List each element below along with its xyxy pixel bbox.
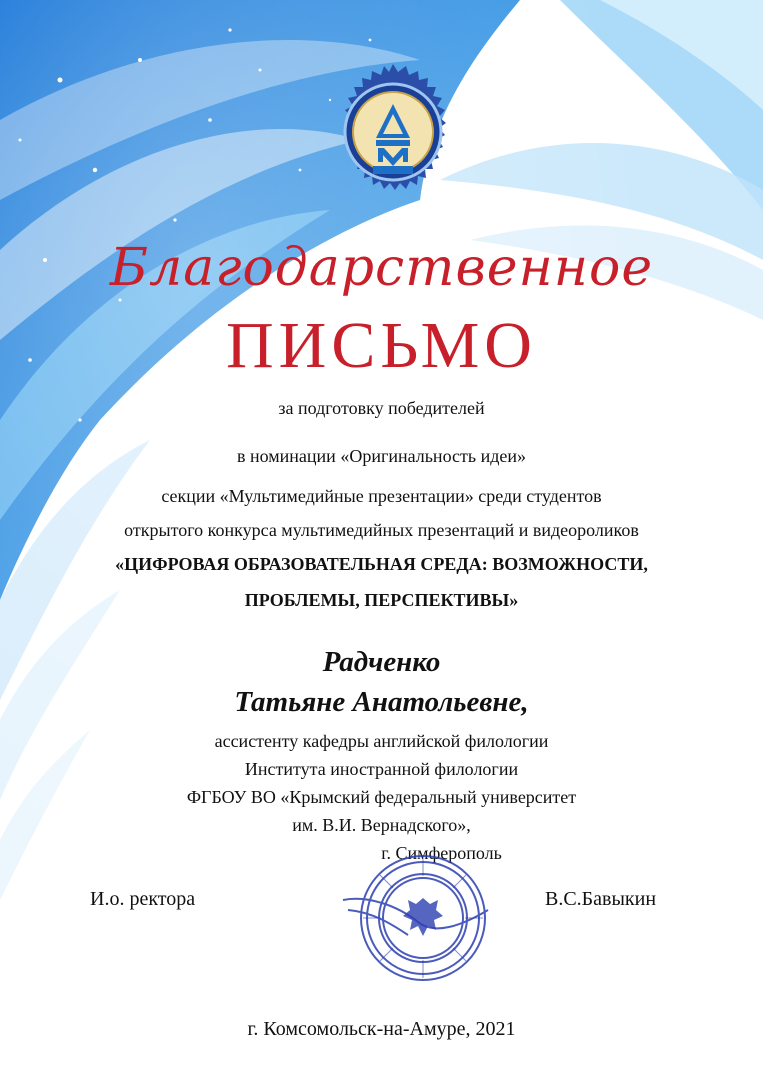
body-line-4: открытого конкурса мультимедийных презентаций и видеороликов: [124, 520, 639, 540]
title-line-1: Благодарственное: [109, 238, 654, 298]
signature-name: В.С.Бавыкин: [545, 888, 657, 910]
body-line-2: в номинации «Оригинальность идеи»: [236, 446, 526, 466]
title-line-2: ПИСЬМО: [226, 309, 537, 382]
body-line-1: за подготовку победителей: [278, 398, 485, 418]
recipient-given-names: Татьяне Анатольевне,: [234, 686, 529, 718]
footer-place-year: г. Комсомольск-на-Амуре, 2021: [247, 1018, 516, 1040]
recipient-position: ассистенту кафедры английской филологии: [214, 731, 549, 751]
recipient-city: г. Симферополь: [381, 843, 502, 863]
recipient-university: ФГБОУ ВО «Крымский федеральный университет: [186, 787, 577, 807]
contest-title-line-1: «ЦИФРОВАЯ ОБРАЗОВАТЕЛЬНАЯ СРЕДА: ВОЗМОЖНОСТИ,: [115, 554, 648, 574]
recipient-university-name: им. В.И. Вернадского»,: [292, 815, 471, 835]
university-emblem-icon: [318, 62, 468, 212]
recipient-surname: Радченко: [322, 646, 441, 678]
official-seal-stamp-icon: [338, 840, 498, 990]
recipient-institute: Института иностранной филологии: [244, 759, 519, 779]
contest-title-line-2: ПРОБЛЕМЫ, ПЕРСПЕКТИВЫ»: [244, 590, 519, 610]
signature-role: И.о. ректора: [90, 888, 196, 910]
body-line-3: секции «Мультимедийные презентации» среди студентов: [161, 486, 602, 506]
